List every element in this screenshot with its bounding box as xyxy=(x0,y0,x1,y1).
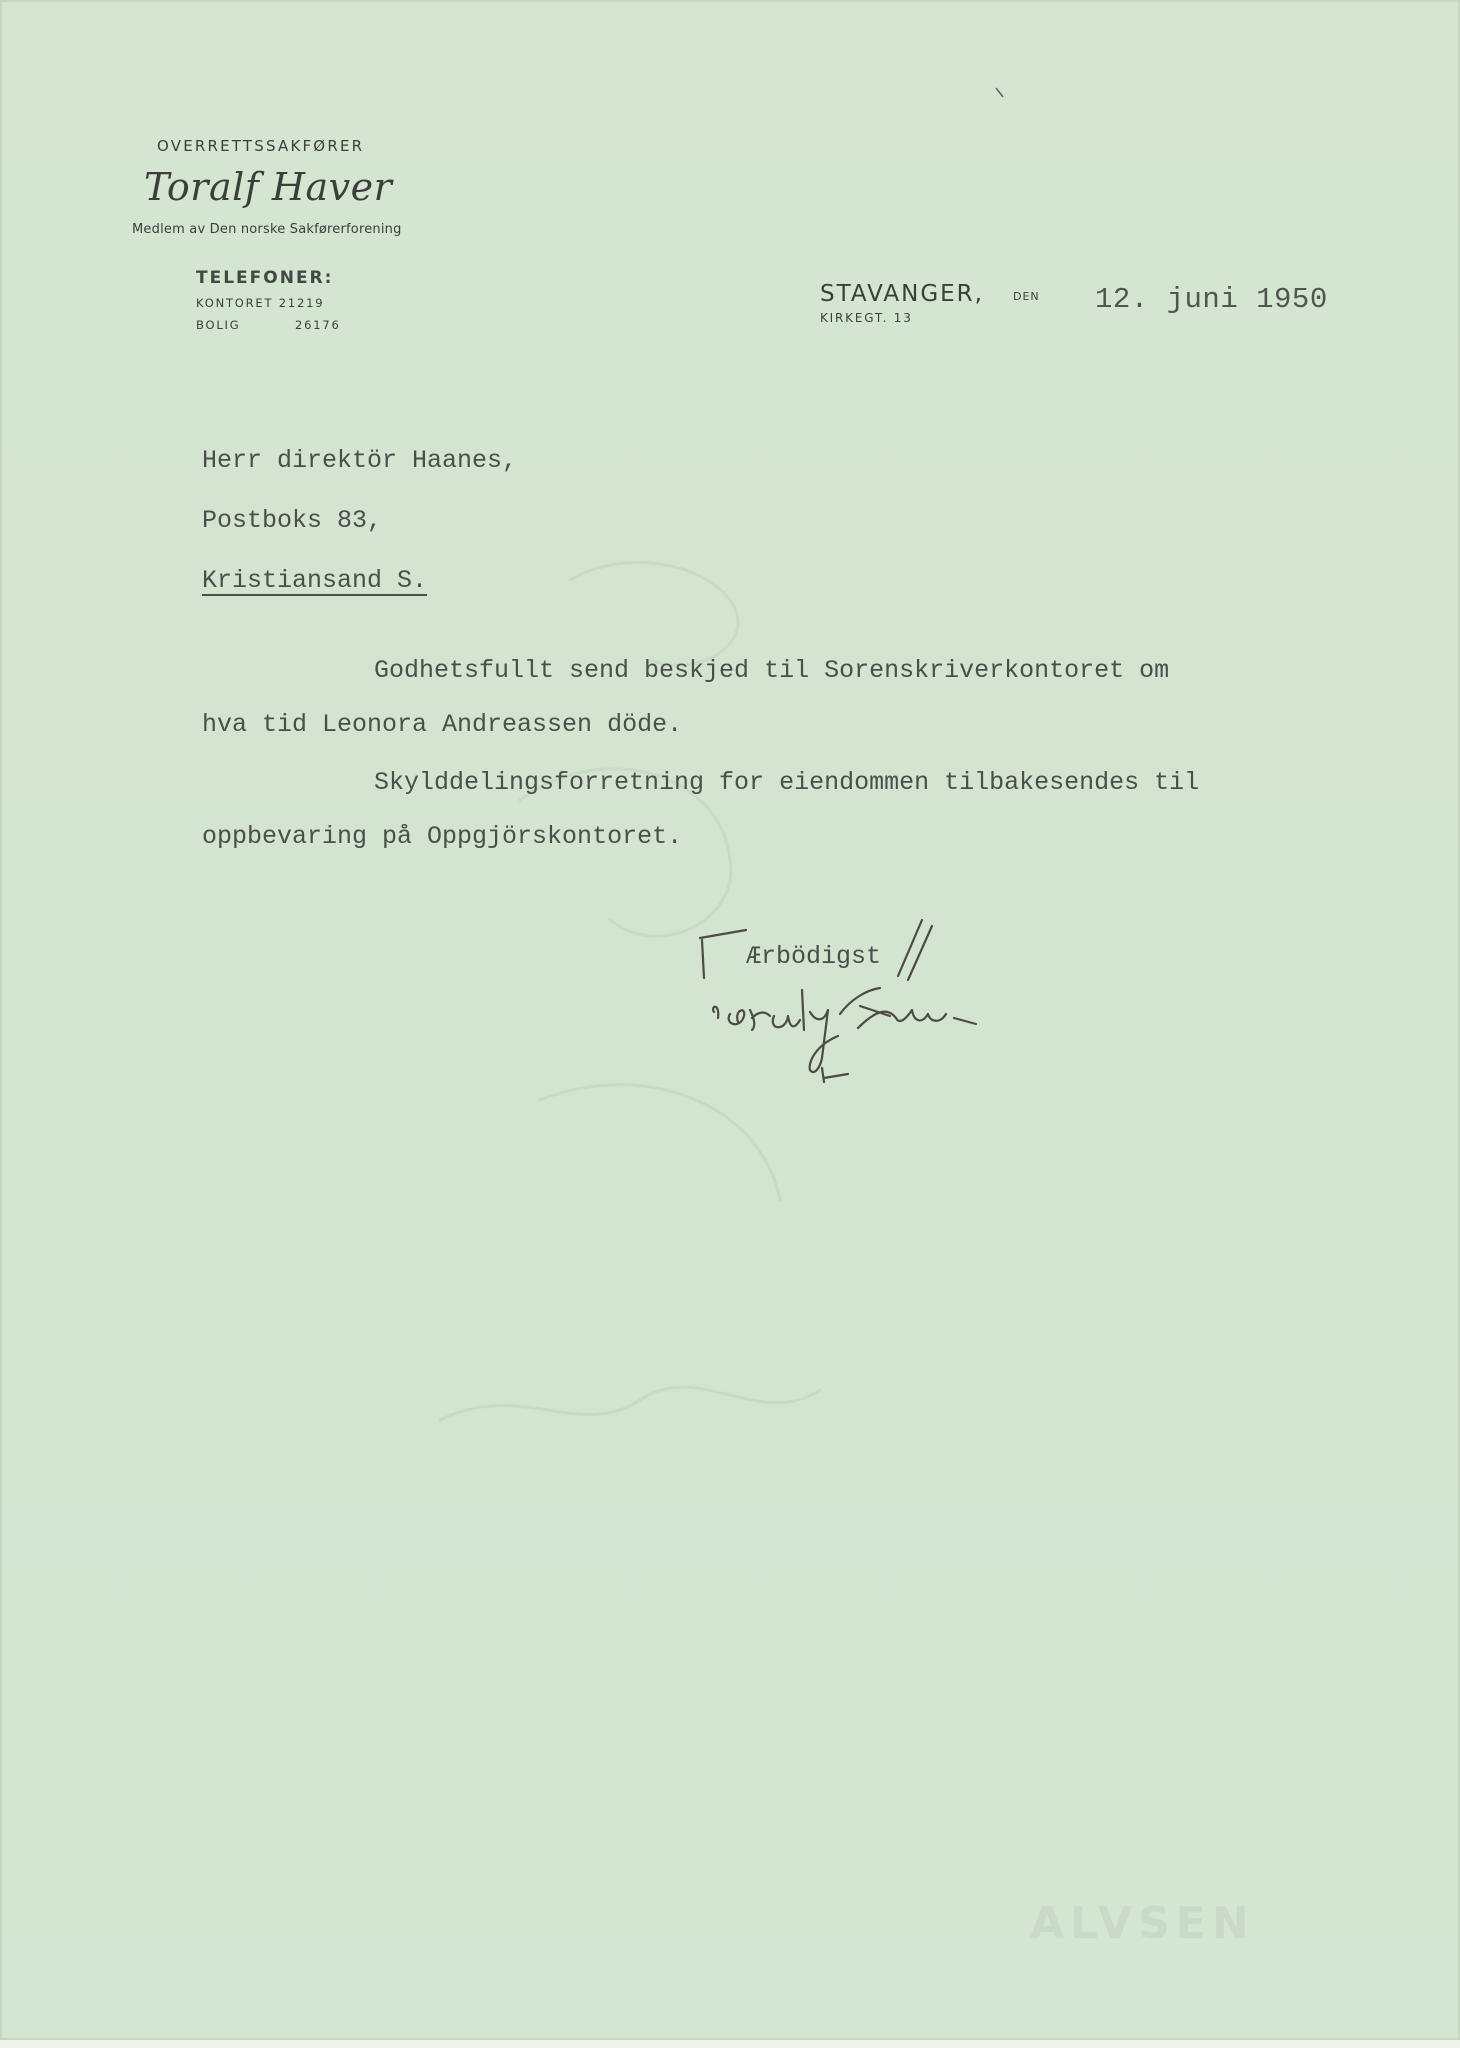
letterhead-name: Toralf Haver xyxy=(144,165,393,209)
home-phone-label: BOLIG xyxy=(196,318,241,332)
body-paragraph-1-line-1: Godhetsfullt send beskjed til Sorenskriverkontoret om xyxy=(374,656,1170,685)
body-paragraph-2-line-2: oppbevaring på Oppgjörskontoret. xyxy=(202,822,683,851)
phones-heading: TELEFONER: xyxy=(196,268,334,288)
watermark-text: ALVSEN xyxy=(1030,1898,1255,1949)
letterhead-membership: Medlem av Den norske Sakførerforening xyxy=(132,222,402,237)
closing: Ærbödigst xyxy=(746,942,882,971)
street-address: KIRKEGT. 13 xyxy=(820,311,913,325)
body-paragraph-2-line-1: Skylddelingsforretning for eiendommen tilbakesendes til xyxy=(374,768,1200,797)
letter-date: 12. juni 1950 xyxy=(1095,283,1328,316)
handwritten-signature xyxy=(690,918,1030,1098)
city: STAVANGER, xyxy=(820,281,984,307)
letterhead-title: OVERRETTSSAKFØRER xyxy=(157,137,365,155)
recipient-postbox: Postboks 83, xyxy=(202,506,383,535)
home-phone-number: 26176 xyxy=(295,318,341,332)
body-paragraph-1-line-2: hva tid Leonora Andreassen döde. xyxy=(202,710,683,739)
recipient-name: Herr direktör Haanes, xyxy=(202,446,518,475)
office-phone: KONTORET 21219 xyxy=(196,296,325,310)
recipient-city: Kristiansand S. xyxy=(202,566,428,595)
paper-mark xyxy=(994,86,1006,100)
den-label: DEN xyxy=(1013,290,1040,303)
